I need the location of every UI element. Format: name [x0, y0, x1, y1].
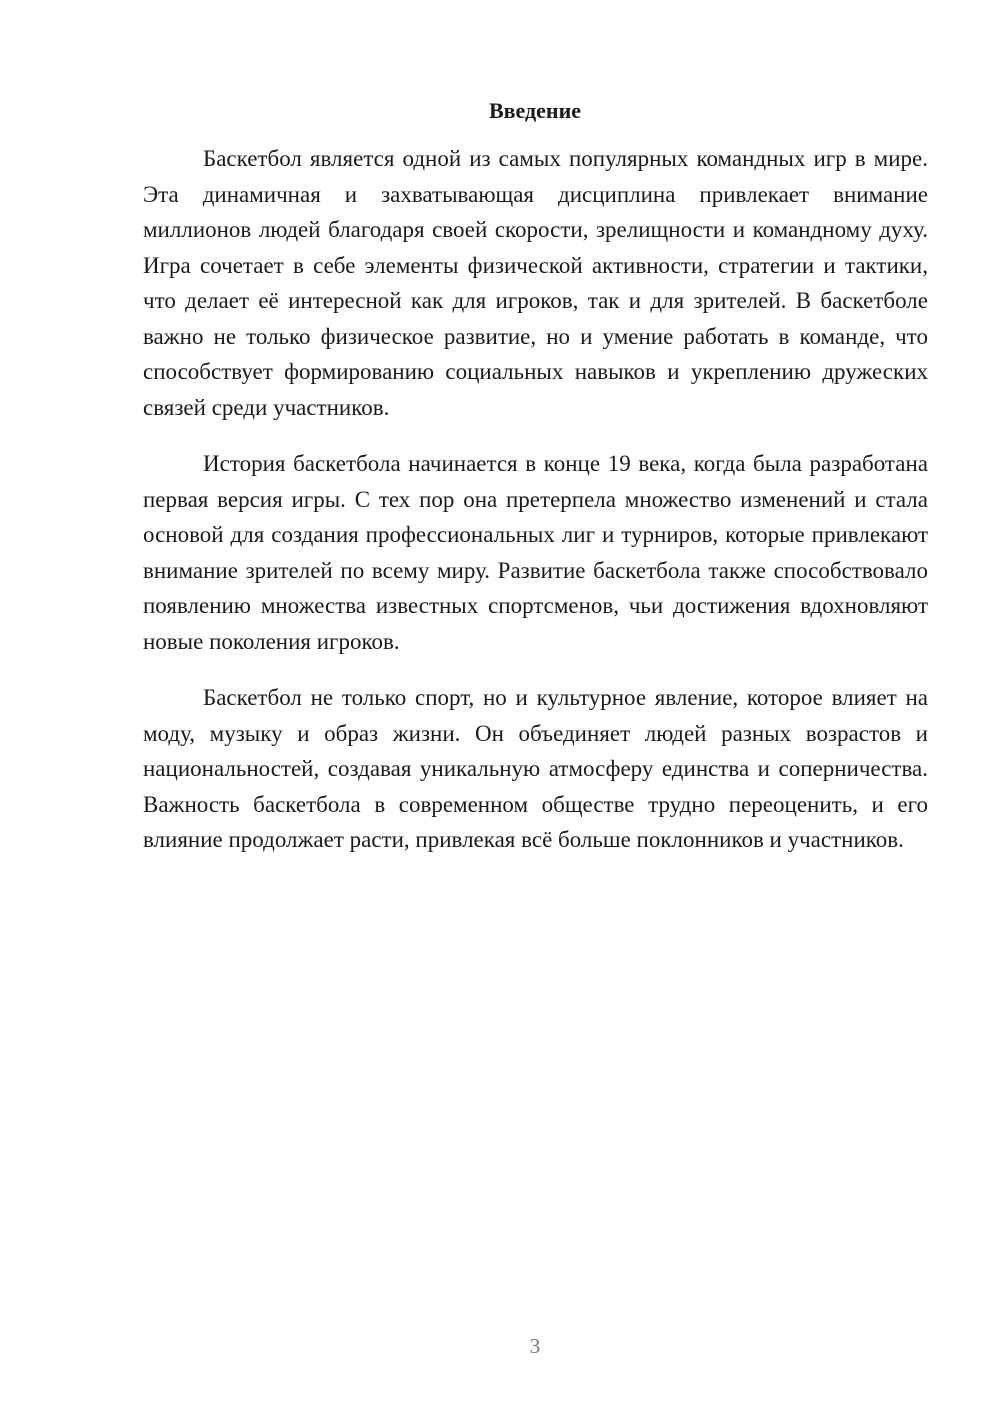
- paragraph-1: Баскетбол является одной из самых популярных командных игр в мире. Эта динамичная и захватывающая дисциплина привлекает внимание миллионов людей благодаря своей скорости, зрелищности и командному духу. Игра сочетает в себе элементы физической активности, стратегии и тактики, что делает её интересной как для игроков, так и для зрителей. В баскетболе важно не только физическое развитие, но и умение работать в команде, что способствует формированию социальных навыков и укреплению дружеских связей среди участников.: [143, 146, 928, 420]
- body-text: [143, 141, 928, 879]
- paragraph-3: Баскетбол не только спорт, но и культурное явление, которое влияет на моду, музыку и образ жизни. Он объединяет людей разных возрастов и национальностей, создавая уникальную атмосферу единства и соперничества. Важность баскетбола в современном обществе трудно переоценить, и его влияние продолжает расти, привлекая всё больше поклонников и участников.: [143, 685, 928, 852]
- paragraph-2: История баскетбола начинается в конце 19 века, когда была разработана первая версия игры. С тех пор она претерпела множество изменений и стала основой для создания профессиональных лиг и турниров, которые привлекают внимание зрителей по всему миру. Развитие баскетбола также способствовало появлению множества известных спортсменов, чьи достижения вдохновляют новые поколения игроков.: [143, 451, 928, 654]
- page-number: 3: [529, 1334, 541, 1358]
- page-title: Введение: [488, 98, 582, 123]
